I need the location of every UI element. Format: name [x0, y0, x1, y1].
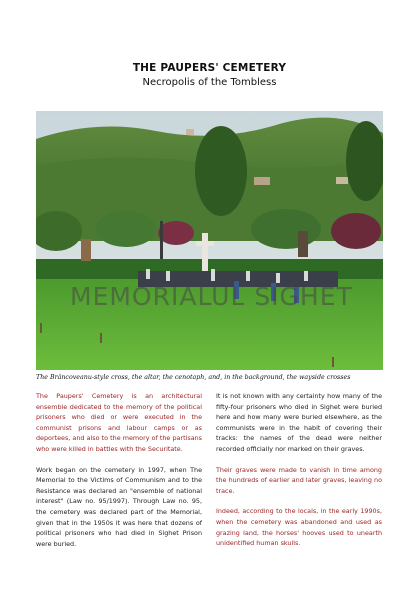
text-column-right: [216, 391, 382, 559]
cemetery-photo: [36, 111, 383, 370]
paragraph: It is not known with any certainty how many of the fifty-four prisoners who died in Sighet were buried here and how many were buried elsewhere, as the communists were in the habit of covering their tracks: the names of the dead were neither recorded officially nor marked on their graves.: [216, 392, 382, 453]
paragraph: The Paupers' Cemetery is an architectural ensemble dedicated to the memory of the political prisoners who died or were executed in the communist prisons and labour camps or as deportees, and also to the memory of the partisans who were killed in battles with the Securitate.: [36, 392, 202, 453]
figure-caption: The Brâncoveanu-style cross, the altar, the cenotaph, and, in the background, the wayside crosses: [36, 374, 351, 381]
watermark: MEMORIALUL SIGHET: [70, 282, 353, 311]
page-title: THE PAUPERS' CEMETERY: [132, 62, 287, 74]
text-column-left: [36, 391, 202, 559]
paragraph: Work began on the cemetery in 1997, when The Memorial to the Victims of Communism and to the Resistance was declared an "ensemble of national interest" (Law no. 95/1997). Through Law no. 95, the cemetery was declared part of the Memorial, given that in the 1950s it was here that dozens of political prisoners who had died in Sighet Prison were buried.: [36, 465, 202, 548]
paragraph: Indeed, according to the locals, in the early 1990s, when the cemetery was abandoned and used as grazing land, the horses' hooves used to unearth unidentified human skulls.: [216, 507, 382, 548]
page-subtitle: Necropolis of the Tombless: [142, 77, 277, 88]
paragraph: Their graves were made to vanish in time among the hundreds of earlier and later graves, leaving no trace.: [216, 465, 382, 495]
